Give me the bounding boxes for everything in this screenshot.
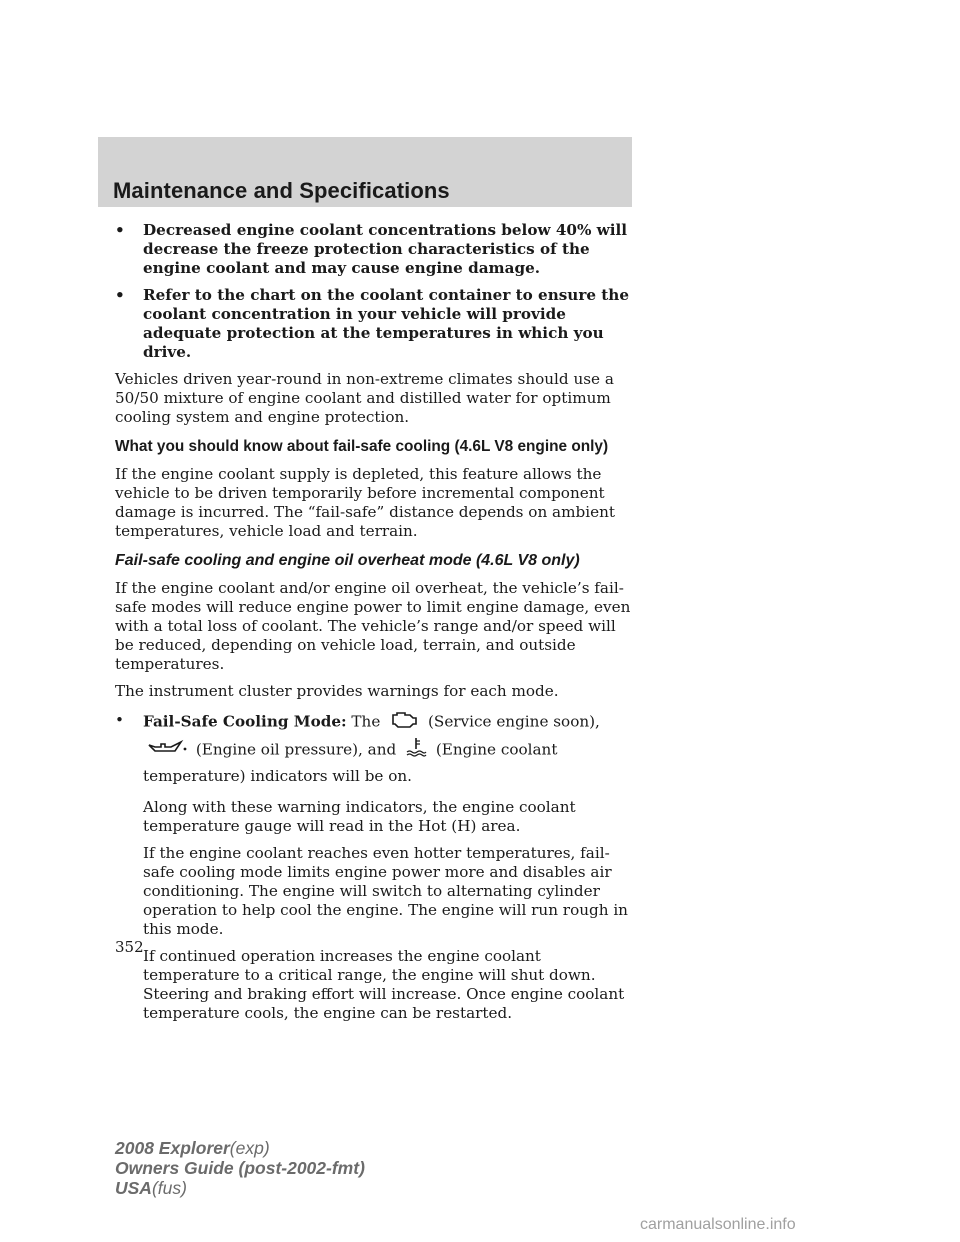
failsafe-text-coolant: (Engine coolant temperature) indicators will be on. [143,740,558,785]
failsafe-text-the: The [351,712,381,731]
paragraph-instrument-cluster: The instrument cluster provides warnings for each mode. [115,682,559,700]
paragraph-critical-range: If continued operation increases the engine coolant temperature to a critical range, the engine will shut down. Steering and braking effort will increase. Once engine coolant temperature cools, the engine can be restarted. [143,947,625,1022]
footer-model: 2008 Explorer [115,1138,230,1158]
bullet-item [115,286,635,362]
footer-market-code: (fus) [151,1178,187,1198]
heading-overheat-mode: Fail-safe cooling and engine oil overheat mode (4.6L V8 only) [115,552,580,569]
footer-line-1 [115,1138,365,1158]
section-title: Maintenance and Specifications [113,178,450,203]
paragraph-overheat-mode: If the engine coolant and/or engine oil overheat, the vehicle’s fail-safe modes will reduce engine power to limit engine damage, even with a total loss of coolant. The vehicle’s range and/or speed will be reduced, depending on vehicle load, terrain, and outside temperatures. [115,579,631,673]
footer-market: USA [115,1178,152,1198]
footer-line-2: Owners Guide (post-2002-fmt) [115,1158,365,1178]
bullet-marker: • [115,221,125,239]
failsafe-mode-label: Fail-Safe Cooling Mode: [143,712,347,731]
watermark: carmanualsonline.info [640,1216,796,1233]
bullet-text: Decreased engine coolant concentrations below 40% will decrease the freeze protection characteristics of the engine coolant and may cause engine damage. [143,221,628,277]
page-number: 352 [115,938,144,956]
heading-failsafe-cooling: What you should know about fail-safe cooling (4.6L V8 engine only) [115,438,609,455]
paragraph-failsafe-cooling: If the engine coolant supply is depleted, this feature allows the vehicle to be driven temporarily before incremental component damage is incurred. The “fail-safe” distance depends on ambient temperatures, vehicle load and terrain. [115,465,615,540]
engine-icon [389,709,419,736]
bullet-text: Refer to the chart on the coolant container to ensure the coolant concentration in your vehicle will provide adequate protection at the temperatures in which you drive. [143,286,630,361]
paragraph-hotter-temperatures: If the engine coolant reaches even hotter temperatures, fail-safe cooling mode limits engine power more and disables air conditioning. The engine will switch to alternating cylinder operation to help cool the engine. The engine will run rough in this mode. [143,844,628,938]
bullet-marker: • [115,286,125,304]
paragraph-coolant-mixture: Vehicles driven year-round in non-extreme climates should use a 50/50 mixture of engine coolant and distilled water for optimum cooling system and engine protection. [115,370,614,426]
failsafe-cooling-mode-item [115,709,635,788]
bullet-marker: • [115,711,124,729]
bullet-item [115,221,635,278]
document-footer [115,1138,365,1198]
oil-can-icon [147,739,187,762]
page-content [115,221,635,1031]
footer-line-3 [115,1178,365,1198]
failsafe-text-oil: (Engine oil pressure), and [195,740,397,759]
failsafe-text-service: (Service engine soon), [427,712,600,731]
coolant-temperature-icon [405,736,427,765]
footer-model-code: (exp) [229,1138,270,1158]
paragraph-warning-indicators: Along with these warning indicators, the engine coolant temperature gauge will read in the Hot (H) area. [143,798,576,835]
